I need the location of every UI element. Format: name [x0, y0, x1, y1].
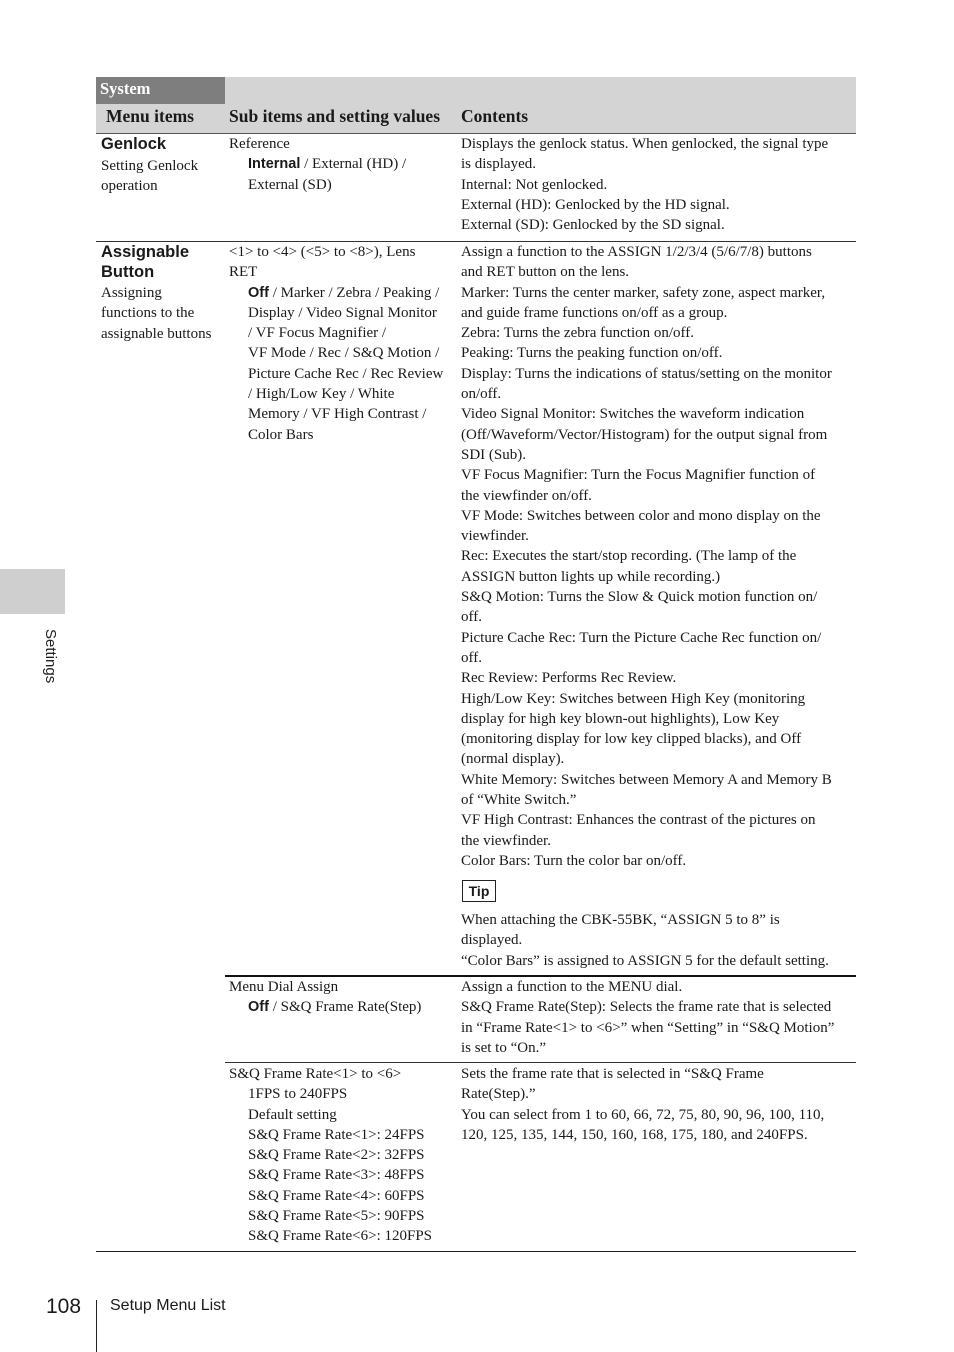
sq-frame-rate-value-line: 1FPS to 240FPS: [248, 1086, 348, 1103]
contents-line: Display: Turns the indications of status/setting on the monitor: [461, 365, 832, 382]
tip-text: [461, 910, 829, 971]
sq-frame-rate-value-line: S&Q Frame Rate<2>: 32FPS: [248, 1147, 425, 1164]
sq-frame-rate-value-line: S&Q Frame Rate<5>: 90FPS: [248, 1208, 425, 1225]
sq-frame-rate-value-line: S&Q Frame Rate<1>: 24FPS: [248, 1126, 425, 1143]
assignable-sub-line: RET: [229, 264, 258, 281]
assignable-menu-item: [101, 242, 211, 344]
assignable-desc-line: functions to the: [101, 305, 195, 322]
genlock-desc-line: operation: [101, 178, 158, 195]
contents-line: Color Bars: Turn the color bar on/off.: [461, 852, 687, 869]
assignable-default-value: Off: [248, 284, 269, 301]
contents-line: External (SD): Genlocked by the SD signal.: [461, 217, 725, 234]
sub-row-divider: [225, 1062, 856, 1063]
menu-dial-contents: [461, 977, 834, 1058]
contents-line: 120, 125, 135, 144, 150, 160, 168, 175, 180, and 240FPS.: [461, 1126, 808, 1143]
contents-line: in “Frame Rate<1> to <6>” when “Setting” in “S&Q Motion”: [461, 1019, 835, 1036]
contents-line: Picture Cache Rec: Turn the Picture Cache Rec function on/: [461, 629, 822, 646]
contents-line: on/off.: [461, 386, 502, 403]
genlock-contents: [461, 134, 828, 235]
contents-line: is set to “On.”: [461, 1039, 546, 1056]
sq-frame-rate-value-line: S&Q Frame Rate<4>: 60FPS: [248, 1187, 425, 1204]
genlock-sub-values: Internal / External (HD) /: [248, 156, 407, 173]
column-header-contents: Contents: [461, 106, 529, 126]
assignable-sub-values-line: / VF Focus Magnifier /: [248, 325, 387, 342]
assignable-sub-values-line: Display / Video Signal Monitor: [248, 304, 437, 321]
sq-frame-rate-value-line: S&Q Frame Rate<3>: 48FPS: [248, 1167, 425, 1184]
contents-line: display for high key blown-out highlights), Low Key: [461, 710, 780, 727]
menu-dial-sub-title: Menu Dial Assign: [229, 979, 339, 995]
assignable-sub-items: [229, 242, 443, 445]
contents-line: ASSIGN button lights up while recording.): [461, 568, 721, 585]
contents-line: Marker: Turns the center marker, safety zone, aspect marker,: [461, 284, 826, 301]
contents-line: is displayed.: [461, 156, 536, 173]
section-side-tab: [0, 569, 65, 614]
assignable-title-line: Assignable: [101, 243, 190, 261]
assignable-title-line: Button: [101, 263, 155, 281]
assignable-desc-line: Assigning: [101, 285, 162, 301]
contents-line: Assign a function to the ASSIGN 1/2/3/4 (5/6/7/8) buttons: [461, 244, 812, 260]
contents-line: (Off/Waveform/Vector/Histogram) for the output signal from: [461, 426, 828, 443]
contents-line: Displays the genlock status. When genlocked, the signal type: [461, 136, 829, 152]
assignable-sub-values-line: Picture Cache Rec / Rec Review: [248, 365, 444, 382]
contents-line: Rate(Step).”: [461, 1086, 536, 1103]
contents-line: Video Signal Monitor: Switches the waveform indication: [461, 406, 805, 423]
footer-divider: [96, 1300, 97, 1352]
genlock-sub-values-line2: External (SD): [248, 176, 332, 193]
contents-line: off.: [461, 649, 482, 666]
genlock-title: Genlock: [101, 135, 167, 153]
sq-frame-rate-sub-title: S&Q Frame Rate<1> to <6>: [229, 1066, 402, 1082]
contents-line: SDI (Sub).: [461, 446, 527, 463]
assignable-sub-values: Off / Marker / Zebra / Peaking /: [248, 284, 440, 301]
column-header-menu-items: Menu items: [106, 106, 194, 126]
contents-line: Peaking: Turns the peaking function on/off.: [461, 345, 723, 362]
tip-label: Tip: [462, 880, 496, 902]
tip-line: “Color Bars” is assigned to ASSIGN 5 for the default setting.: [461, 952, 829, 969]
contents-line: Sets the frame rate that is selected in “S&Q Frame: [461, 1066, 764, 1082]
menu-dial-sub-items: [229, 977, 421, 1018]
table-bottom-rule: [96, 1251, 856, 1252]
contents-line: VF High Contrast: Enhances the contrast of the pictures on: [461, 812, 816, 829]
contents-line: Assign a function to the MENU dial.: [461, 979, 683, 995]
menu-dial-sub-values: Off / S&Q Frame Rate(Step): [248, 999, 422, 1016]
sq-frame-rate-contents: [461, 1064, 824, 1145]
genlock-menu-item: [101, 134, 198, 197]
contents-line: and RET button on the lens.: [461, 264, 630, 281]
assignable-sub-values-line: Color Bars: [248, 426, 314, 443]
contents-line: S&Q Frame Rate(Step): Selects the frame rate that is selected: [461, 999, 832, 1016]
contents-line: viewfinder.: [461, 528, 529, 545]
tip-line: When attaching the CBK-55BK, “ASSIGN 5 to 8” is: [461, 912, 780, 928]
assignable-sub-values-line: VF Mode / Rec / S&Q Motion /: [248, 345, 440, 362]
contents-line: Rec: Executes the start/stop recording. (The lamp of the: [461, 548, 797, 565]
contents-line: VF Mode: Switches between color and mono display on the: [461, 507, 821, 524]
section-side-label: Settings: [42, 629, 59, 684]
footer-title: Setup Menu List: [110, 1297, 226, 1314]
column-header-sub-items: Sub items and setting values: [229, 106, 441, 126]
assignable-contents: [461, 242, 832, 871]
contents-line: the viewfinder on/off.: [461, 487, 592, 504]
contents-line: Internal: Not genlocked.: [461, 176, 608, 193]
menu-dial-default-value: Off: [248, 999, 269, 1016]
contents-line: the viewfinder.: [461, 832, 551, 849]
contents-line: Rec Review: Performs Rec Review.: [461, 670, 677, 687]
contents-line: You can select from 1 to 60, 66, 72, 75, 80, 90, 96, 100, 110,: [461, 1106, 825, 1123]
tip-line: displayed.: [461, 932, 523, 949]
contents-line: High/Low Key: Switches between High Key (monitoring: [461, 690, 806, 707]
sq-frame-rate-sub-items: [229, 1064, 432, 1247]
contents-line: and guide frame functions on/off as a group.: [461, 304, 728, 321]
sq-frame-rate-value-line: Default setting: [248, 1106, 337, 1123]
system-tab-label: System: [96, 77, 225, 104]
contents-line: White Memory: Switches between Memory A and Memory B: [461, 771, 832, 788]
contents-line: of “White Switch.”: [461, 792, 577, 809]
genlock-sub-items: [229, 134, 406, 195]
assignable-sub-line: <1> to <4> (<5> to <8>), Lens: [229, 244, 416, 260]
genlock-sub-title: Reference: [229, 136, 290, 152]
contents-line: off.: [461, 609, 482, 626]
contents-line: External (HD): Genlocked by the HD signal.: [461, 196, 730, 213]
sq-frame-rate-value-line: S&Q Frame Rate<6>: 120FPS: [248, 1228, 433, 1245]
contents-line: Zebra: Turns the zebra function on/off.: [461, 325, 695, 342]
contents-line: (normal display).: [461, 751, 565, 768]
page-number: 108: [46, 1295, 82, 1318]
assignable-sub-values-line: / High/Low Key / White: [248, 386, 395, 403]
contents-line: VF Focus Magnifier: Turn the Focus Magnifier function of: [461, 467, 816, 484]
contents-line: S&Q Motion: Turns the Slow & Quick motion function on/: [461, 589, 818, 606]
contents-line: (monitoring display for low key clipped blacks), and Off: [461, 731, 802, 748]
assignable-sub-values-line: Memory / VF High Contrast /: [248, 406, 427, 423]
genlock-default-value: Internal: [248, 156, 301, 173]
genlock-desc-line: Setting Genlock: [101, 158, 199, 174]
assignable-desc-line: assignable buttons: [101, 325, 212, 342]
